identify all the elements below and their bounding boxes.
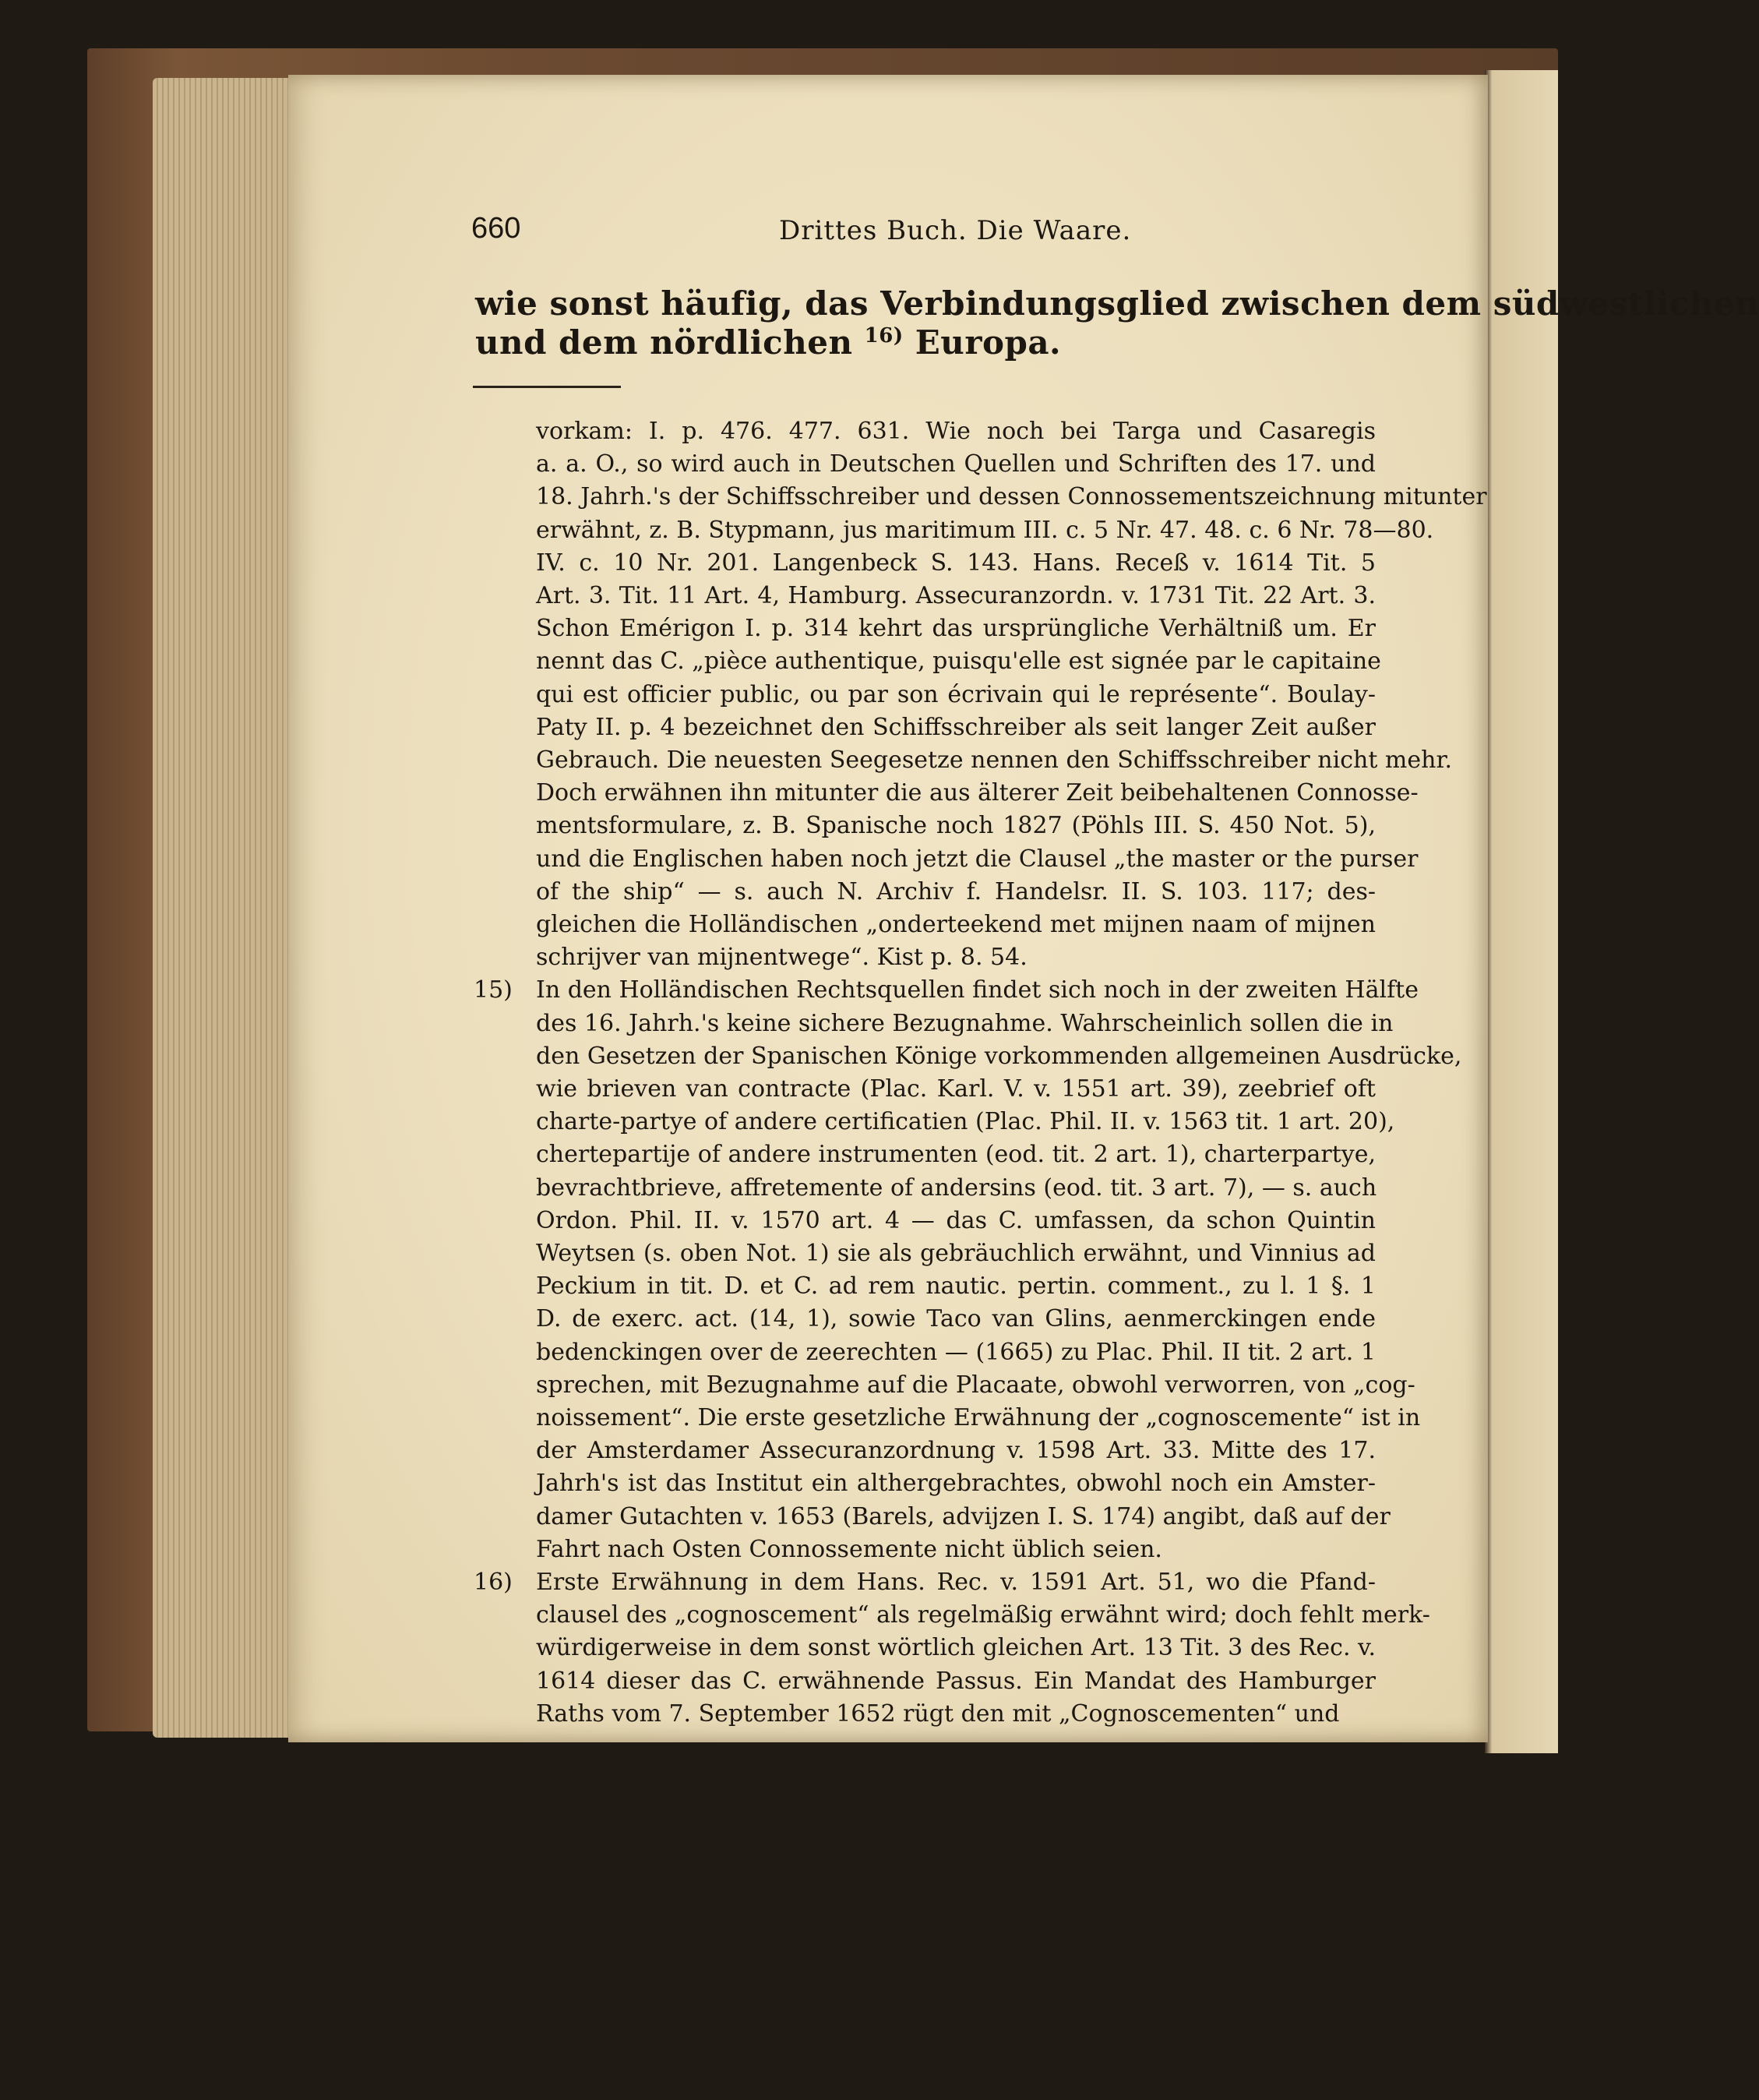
footnote-15-line: sprechen, mit Bezugnahme auf die Placaate, obwohl verworren, von „cog- xyxy=(536,1371,1415,1399)
footnote-14-continuation-line: und die Englischen haben noch jetzt die Clausel „the master or the purser xyxy=(536,845,1419,873)
footnote-14-continuation-line: Schon Emérigon I. p. 314 kehrt das ursprüngliche Verhältniß um. Er xyxy=(536,615,1376,643)
footnote-ref-16: 16) xyxy=(864,324,904,348)
footnote-15-line: Peckium in tit. D. et C. ad rem nautic. pertin. comment., zu l. 1 §. 1 xyxy=(536,1272,1376,1301)
footnote-14-continuation-line: nennt das C. „pièce authentique, puisqu'elle est signée par le capitaine xyxy=(536,648,1381,676)
body-line-1: wie sonst häufig, das Verbindungsglied zwischen dem südwestlichen xyxy=(475,284,1759,323)
footnote-15-line: des 16. Jahrh.'s keine sichere Bezugnahme. Wahrscheinlich sollen die in xyxy=(536,1009,1394,1037)
footnote-15-line: Ordon. Phil. II. v. 1570 art. 4 — das C. umfassen, da schon Quintin xyxy=(536,1206,1376,1234)
footnote-14-continuation-line: 18. Jahrh.'s der Schiffsschreiber und dessen Connossementszeichnung mitunter xyxy=(536,483,1487,511)
footnote-14-continuation-line: mentsformulare, z. B. Spanische noch 1827 (Pöhls III. S. 450 Not. 5), xyxy=(536,812,1376,840)
body-line-2-text: und dem nördlichen xyxy=(475,323,853,362)
footnote-15-line: den Gesetzen der Spanischen Könige vorkommenden allgemeinen Ausdrücke, xyxy=(536,1042,1462,1070)
footnote-15-line: charte-partye of andere certificatien (Plac. Phil. II. v. 1563 tit. 1 art. 20), xyxy=(536,1108,1395,1136)
footnote-15-line: In den Holländischen Rechtsquellen findet sich noch in der zweiten Hälfte xyxy=(536,976,1419,1004)
footnote-14-continuation-line: of the ship“ — s. auch N. Archiv f. Handelsr. II. S. 103. 117; des- xyxy=(536,877,1376,905)
footnote-14-continuation-line: Doch erwähnen ihn mitunter die aus älterer Zeit beibehaltenen Connosse- xyxy=(536,779,1419,807)
footnote-14-continuation-line: Gebrauch. Die neuesten Seegesetze nennen den Schiffsschreiber nicht mehr. xyxy=(536,746,1453,774)
footnote-14-continuation-line: vorkam: I. p. 476. 477. 631. Wie noch bei Targa und Casaregis xyxy=(536,418,1376,445)
footnote-15-line: chertepartije of andere instrumenten (eod. tit. 2 art. 1), charterpartye, xyxy=(536,1141,1376,1169)
footnote-15-number: 15) xyxy=(474,976,513,1004)
footnote-15-line: wie brieven van contracte (Plac. Karl. V. v. 1551 art. 39), zeebrief oft xyxy=(536,1075,1376,1103)
footnote-rule xyxy=(473,386,621,388)
running-title: Drittes Buch. Die Waare. xyxy=(779,215,1132,246)
footnote-14-continuation-line: Paty II. p. 4 bezeichnet den Schiffsschreiber als seit langer Zeit außer xyxy=(536,713,1376,741)
footnote-16-line: Erste Erwähnung in dem Hans. Rec. v. 1591 Art. 51, wo die Pfand- xyxy=(536,1569,1376,1596)
footnote-15-line: Weytsen (s. oben Not. 1) sie als gebräuchlich erwähnt, und Vinnius ad xyxy=(536,1240,1376,1267)
footnote-15-line: damer Gutachten v. 1653 (Barels, advijzen I. S. 174) angibt, daß auf der xyxy=(536,1502,1391,1530)
footnote-14-continuation-line: IV. c. 10 Nr. 201. Langenbeck S. 143. Hans. Receß v. 1614 Tit. 5 xyxy=(536,549,1376,577)
page-number: 660 xyxy=(471,212,521,245)
footnote-14-continuation-line: schrijver van mijnentwege“. Kist p. 8. 54. xyxy=(536,944,1028,972)
footnote-15-line: der Amsterdamer Assecuranzordnung v. 1598 Art. 33. Mitte des 17. xyxy=(536,1437,1376,1465)
footnote-15-line: Fahrt nach Osten Connossemente nicht üblich seien. xyxy=(536,1535,1162,1563)
footnote-14-continuation-line: erwähnt, z. B. Stypmann, jus maritimum III. c. 5 Nr. 47. 48. c. 6 Nr. 78—80. xyxy=(536,516,1434,544)
footnote-15-line: noissement“. Die erste gesetzliche Erwähnung der „cognoscemente“ ist in xyxy=(536,1404,1421,1431)
footnote-14-continuation-line: qui est officier public, ou par son écrivain qui le représente“. Boulay- xyxy=(536,680,1376,708)
footnote-14-continuation-line: a. a. O., so wird auch in Deutschen Quellen und Schriften des 17. und xyxy=(536,450,1376,478)
footnote-15-line: bevrachtbrieve, affretemente of andersins (eod. tit. 3 art. 7), — s. auch xyxy=(536,1174,1377,1202)
footnote-15-line: Jahrh's ist das Institut ein althergebrachtes, obwohl noch ein Amster- xyxy=(536,1470,1376,1498)
footnote-14-continuation-line: Art. 3. Tit. 11 Art. 4, Hamburg. Assecuranzordn. v. 1731 Tit. 22 Art. 3. xyxy=(536,582,1376,609)
footnote-15-line: D. de exerc. act. (14, 1), sowie Taco van Glins, aenmerckingen ende xyxy=(536,1305,1376,1333)
footnote-16-line: würdigerweise in dem sonst wörtlich gleichen Art. 13 Tit. 3 des Rec. v. xyxy=(536,1634,1376,1662)
footnote-14-continuation-line: gleichen die Holländischen „onderteekend met mijnen naam of mijnen xyxy=(536,911,1376,938)
footnote-16-number: 16) xyxy=(474,1569,513,1596)
footnote-16-line: clausel des „cognoscement“ als regelmäßig erwähnt wird; doch fehlt merk- xyxy=(536,1601,1430,1629)
body-line-2 xyxy=(475,323,1371,362)
body-line-2-tail: Europa. xyxy=(903,323,1062,362)
footnote-16-line: 1614 dieser das C. erwähnende Passus. Ein Mandat des Hamburger xyxy=(536,1667,1376,1695)
footnote-15-line: bedenckingen over de zeerechten — (1665) zu Plac. Phil. II tit. 2 art. 1 xyxy=(536,1338,1376,1366)
footnote-16-line: Raths vom 7. September 1652 rügt den mit „Cognoscementen“ und xyxy=(536,1699,1340,1728)
